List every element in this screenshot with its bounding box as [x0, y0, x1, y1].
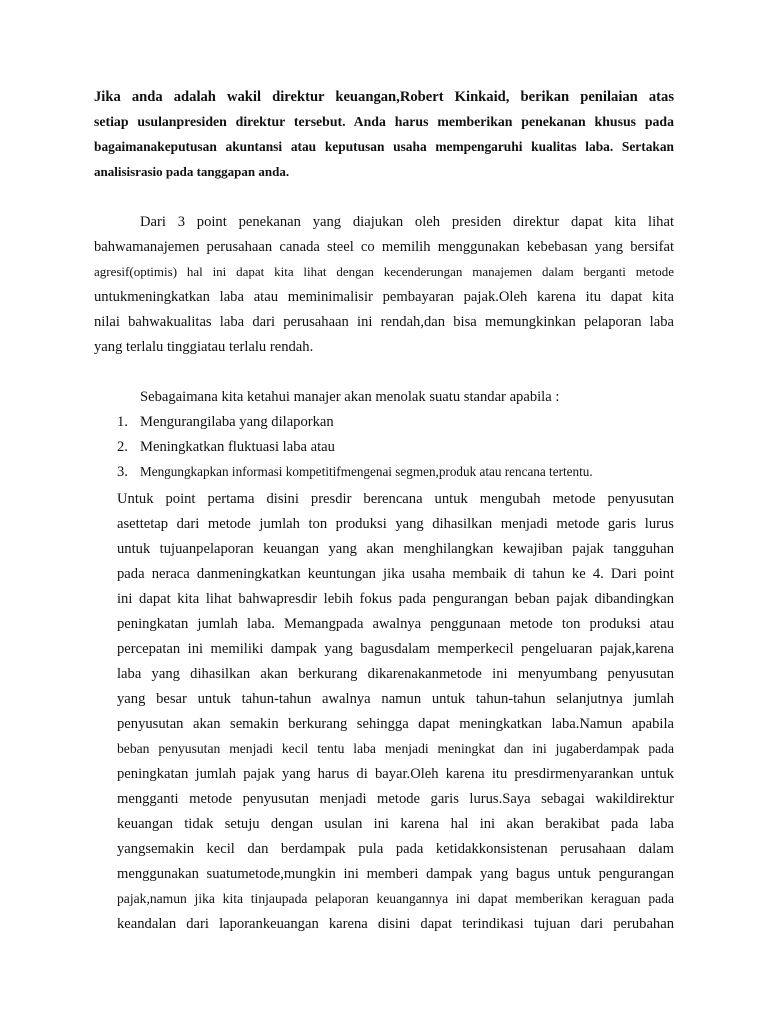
paragraph-line: keuangan tidak setuju dengan usulan ini karena hal ini akan berakibat pada laba — [117, 816, 674, 832]
paragraph-line: ini dapat kita lihat bahwapresdir lebih fokus pada pengurangan beban pajak dibandingkan — [117, 591, 674, 607]
paragraph-line: penyusutan akan semakin berkurang sehingga dapat meningkatkan laba.Namun apabila — [117, 716, 674, 732]
paragraph-line: menggunakan suatumetode,mungkin ini memberi dampak yang bagus untuk pengurangan — [117, 866, 674, 882]
paragraph-line: nilai bahwakualitas laba dari perusahaan ini rendah,dan bisa memungkinkan pelaporan laba — [94, 314, 674, 330]
paragraph-line: laba yang dihasilkan akan berkurang dikarenakanmetode ini menyumbang penyusutan — [117, 666, 674, 682]
paragraph-line: Untuk point pertama disini presdir berencana untuk mengubah metode penyusutan — [117, 491, 674, 507]
paragraph-line: asettetap dari metode jumlah ton produksi yang dihasilkan menjadi metode garis lurus — [117, 516, 674, 532]
paragraph-line: agresif(optimis) hal ini dapat kita lihat dengan kecenderungan manajemen dalam berganti metode — [94, 264, 674, 279]
question-line: analisisrasio pada tanggapan anda. — [94, 164, 290, 179]
paragraph-line: bahwamanajemen perusahaan canada steel co memilih menggunakan kebebasan yang bersifat — [94, 239, 674, 255]
paragraph-line: untuk tujuanpelaporan keuangan yang akan menghilangkan kewajiban pajak tangguhan — [117, 541, 674, 557]
question-line: Jika anda adalah wakil direktur keuangan,Robert Kinkaid, berikan penilaian atas — [94, 89, 674, 105]
paragraph-line: yangsemakin kecil dan berdampak pula pada ketidakkonsistenan perusahaan dalam — [117, 841, 674, 857]
question-line: bagaimanakeputusan akuntansi atau keputusan usaha mempengaruhi kualitas laba. Sertakan — [94, 139, 674, 154]
paragraph-line: percepatan ini memiliki dampak yang bagusdalam memperkecil pengeluaran pajak,karena — [117, 641, 674, 657]
paragraph-line: pajak,namun jika kita tinjaupada pelaporan keuangannya ini dapat memberikan keraguan pada — [117, 891, 674, 906]
paragraph-line: yang terlalu tinggiatau terlalu rendah. — [94, 339, 314, 355]
list-item: Mengungkapkan informasi kompetitifmengenai segmen,produk atau rencana tertentu. — [140, 464, 593, 479]
question-line: setiap usulanpresiden direktur tersebut. Anda harus memberikan penekanan khusus pada — [94, 114, 674, 129]
paragraph-line: beban penyusutan menjadi kecil tentu laba menjadi meningkat dan ini jugaberdampak pada — [117, 741, 674, 756]
paragraph-line: pada neraca danmeningkatkan keuntungan jika usaha membaik di tahun ke 4. Dari point — [117, 566, 674, 582]
paragraph-line: keandalan dari laporankeuangan karena disini dapat terindikasi tujuan dari perubahan — [117, 916, 674, 932]
list-number: 3. — [117, 464, 128, 480]
paragraph-line: peningkatan jumlah pajak yang harus di bayar.Oleh karena itu presdirmenyarankan untuk — [117, 766, 674, 782]
paragraph-line: untukmeningkatkan laba atau meminimalisir pembayaran pajak.Oleh karena itu dapat kita — [94, 289, 674, 305]
list-intro: Sebagaimana kita ketahui manajer akan menolak suatu standar apabila : — [140, 389, 560, 405]
list-number: 2. — [117, 439, 128, 455]
paragraph-line: mengganti metode penyusutan menjadi metode garis lurus.Saya sebagai wakildirektur — [117, 791, 674, 807]
list-item: Mengurangilaba yang dilaporkan — [140, 414, 334, 430]
list-number: 1. — [117, 414, 128, 430]
paragraph-line: yang besar untuk tahun-tahun awalnya namun untuk tahun-tahun selanjutnya jumlah — [117, 691, 674, 707]
list-item: Meningkatkan fluktuasi laba atau — [140, 439, 335, 455]
paragraph-line: Dari 3 point penekanan yang diajukan oleh presiden direktur dapat kita lihat — [140, 214, 674, 230]
paragraph-line: peningkatan jumlah laba. Memangpada awalnya penggunaan metode ton produksi atau — [117, 616, 674, 632]
